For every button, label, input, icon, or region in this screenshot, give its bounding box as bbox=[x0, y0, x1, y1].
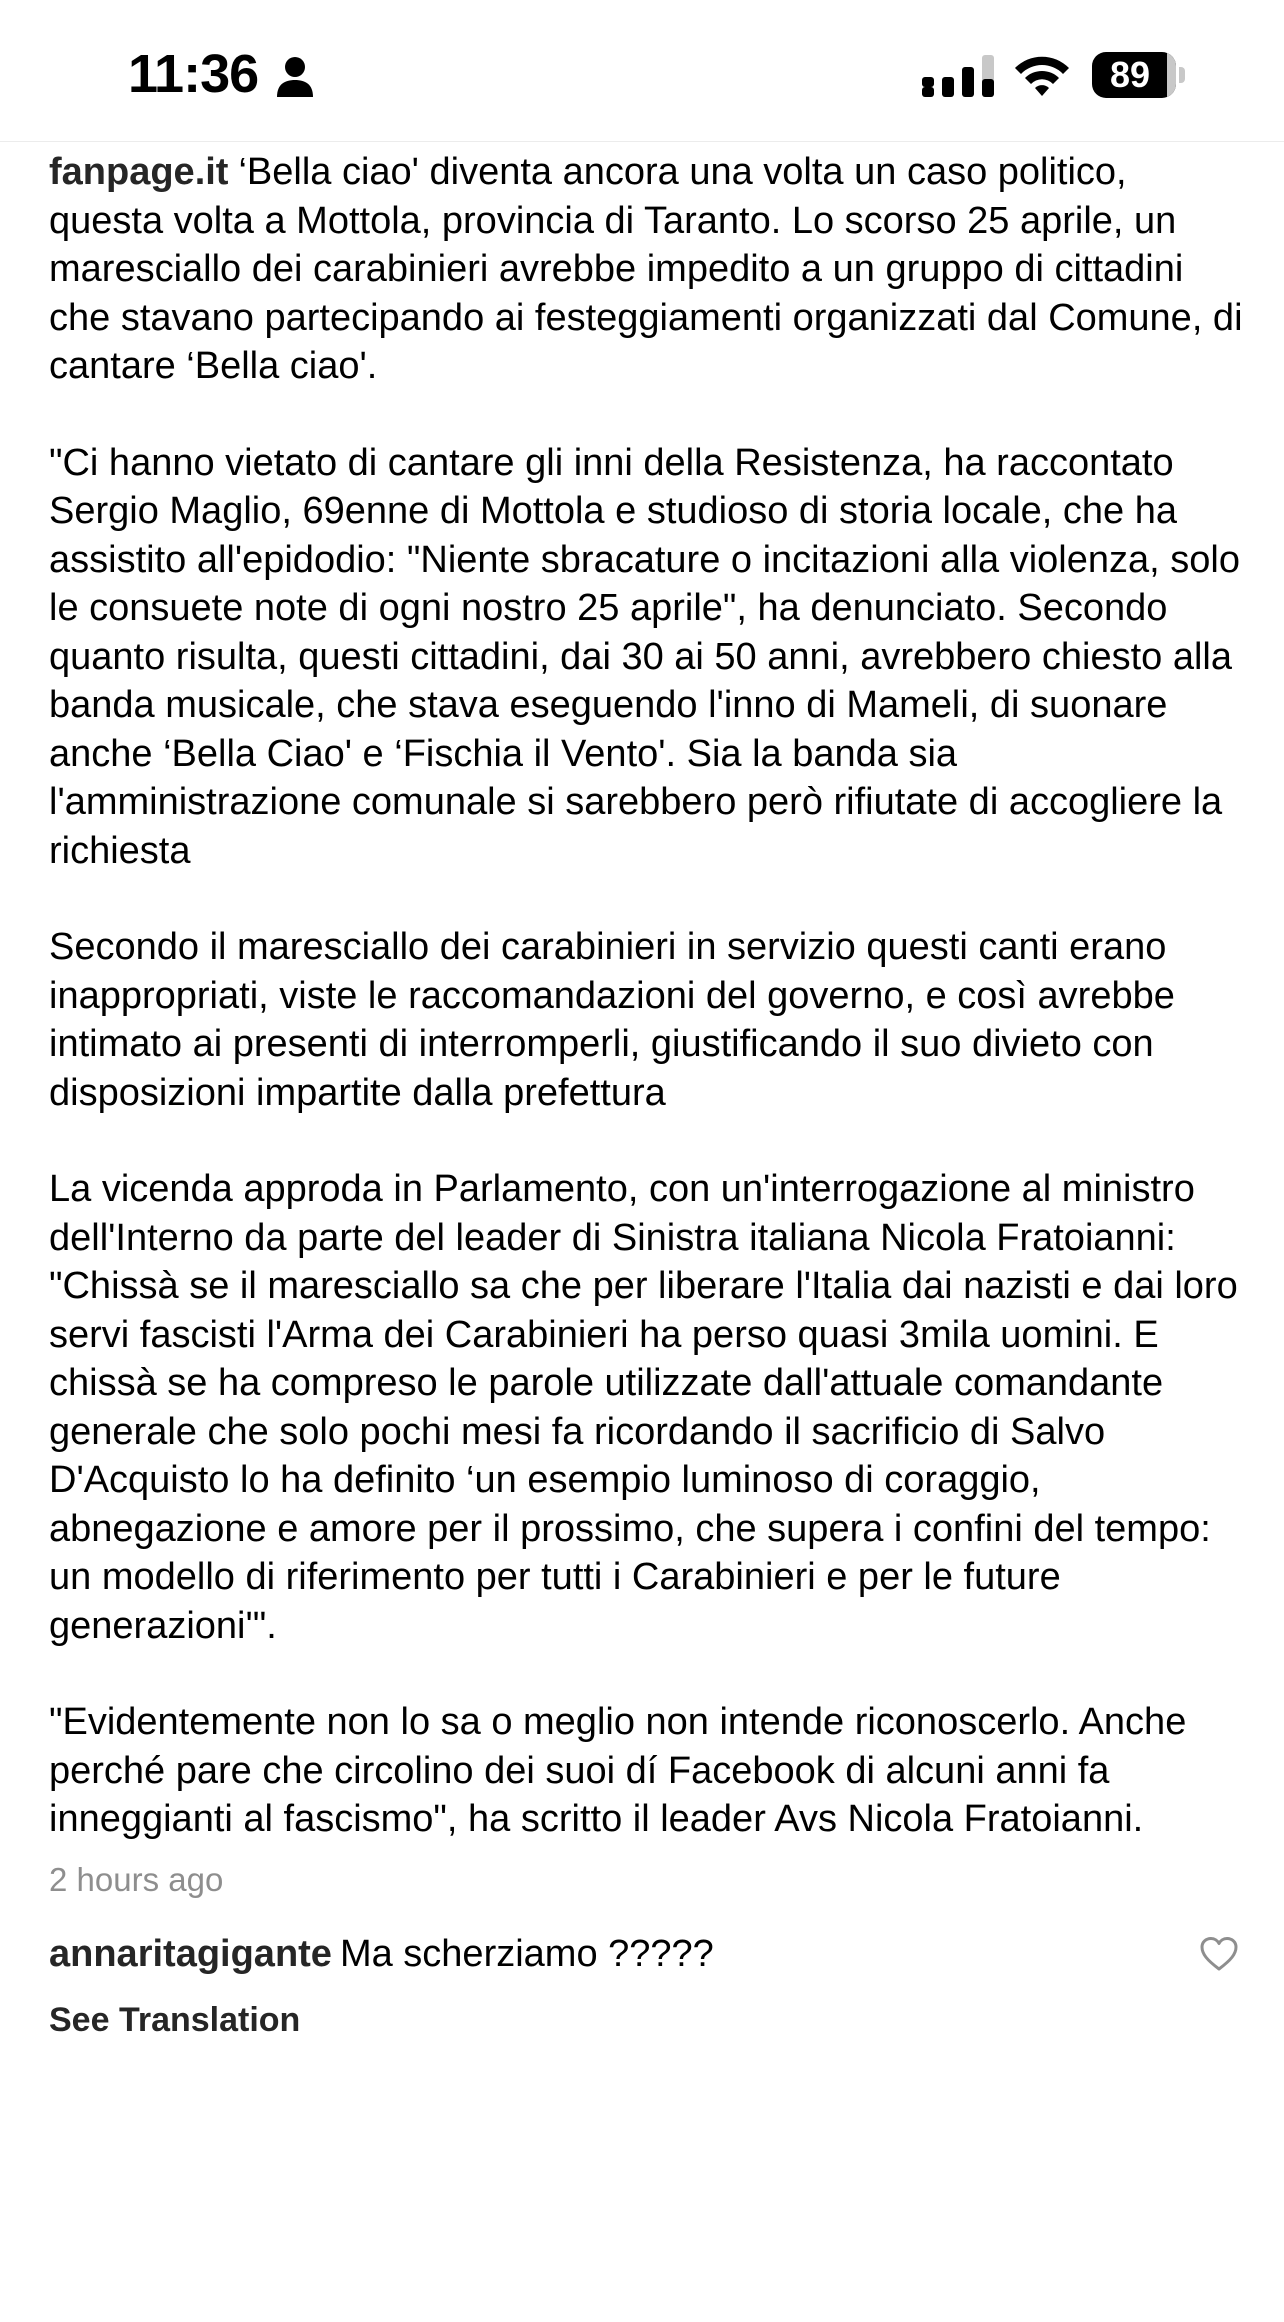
wifi-icon bbox=[1012, 52, 1072, 98]
signal-icon bbox=[922, 55, 994, 97]
post-content bbox=[49, 148, 1249, 2042]
caption-paragraph bbox=[49, 148, 1249, 391]
battery-icon bbox=[1092, 52, 1184, 98]
person-icon bbox=[275, 56, 315, 98]
see-translation-link[interactable]: See Translation bbox=[49, 2000, 301, 2039]
comment-text: Ma scherziamo ????? bbox=[339, 1932, 714, 1975]
post-caption bbox=[49, 148, 1249, 1844]
post-author[interactable]: fanpage.it bbox=[49, 151, 229, 193]
status-time: 11:36 bbox=[128, 44, 259, 104]
battery-body bbox=[1092, 52, 1176, 98]
heart-icon[interactable] bbox=[1199, 1936, 1239, 1972]
post-timestamp: 2 hours ago bbox=[49, 1860, 224, 1898]
comment-username[interactable]: annaritagigante bbox=[49, 1932, 332, 1975]
status-bar bbox=[0, 0, 1284, 142]
caption-paragraph: Secondo il maresciallo dei carabinieri in servizio questi canti erano inappropriati, viste le raccomandazioni del governo, e così avrebbe intimato ai presenti di interromperli, giustificando il suo divieto con disposizioni impartite dalla prefettura bbox=[49, 926, 1175, 1114]
caption-paragraph: "Ci hanno vietato di cantare gli inni della Resistenza, ha raccontato Sergio Maglio, 69enne di Mottola e studioso di storia locale, che ha assistito all'epidodio: "Niente sbracature o incitazioni alla violenza, solo le consuete note di ogni nostro 25 aprile", ha denunciato. Secondo quanto risulta, questi cittadini, dai 30 ai 50 anni, avrebbero chiesto alla banda musicale, che stava eseguendo l'inno di Mameli, di suonare anche ‘Bella Ciao' e ‘Fischia il Vento'. Sia la banda sia l'amministrazione comunale si sarebbero però rifiutate di accogliere la richiesta bbox=[49, 441, 1240, 872]
comment-item bbox=[49, 1928, 1249, 1980]
caption-paragraph: "Evidentemente non lo sa o meglio non intende riconoscerlo. Anche perché pare che circolino dei suoi dí Facebook di alcuni anni fa inneggianti al fascismo", ha scritto il leader Avs Nicola Fratoianni. bbox=[49, 1701, 1187, 1840]
caption-text: ‘Bella ciao' diventa ancora una volta un caso politico, questa volta a Mottola, provincia di Taranto. Lo scorso 25 aprile, un maresciallo dei carabinieri avrebbe impedito a un gruppo di cittadini che stavano partecipando ai festeggiamenti organizzati dal Comune, di cantare ‘Bella ciao'. bbox=[49, 151, 1243, 387]
caption-paragraph: La vicenda approda in Parlamento, con un'interrogazione al ministro dell'Interno da parte del leader di Sinistra italiana Nicola Fratoianni: "Chissà se il maresciallo sa che per liberare l'Italia dai nazisti e dai loro servi fascisti l'Arma dei Carabinieri ha perso quasi 3mila uomini. E chissà se ha compreso le parole utilizzate dall'attuale comandante generale che solo pochi mesi fa ricordando il sacrificio di Salvo D'Acquisto lo ha definito ‘un esempio luminoso di coraggio, abnegazione e amore per il prossimo, che supera i confini del tempo: un modello di riferimento per tutti i Carabinieri e per le future generazioni'". bbox=[49, 1168, 1238, 1647]
battery-level: 89 bbox=[1109, 54, 1151, 95]
